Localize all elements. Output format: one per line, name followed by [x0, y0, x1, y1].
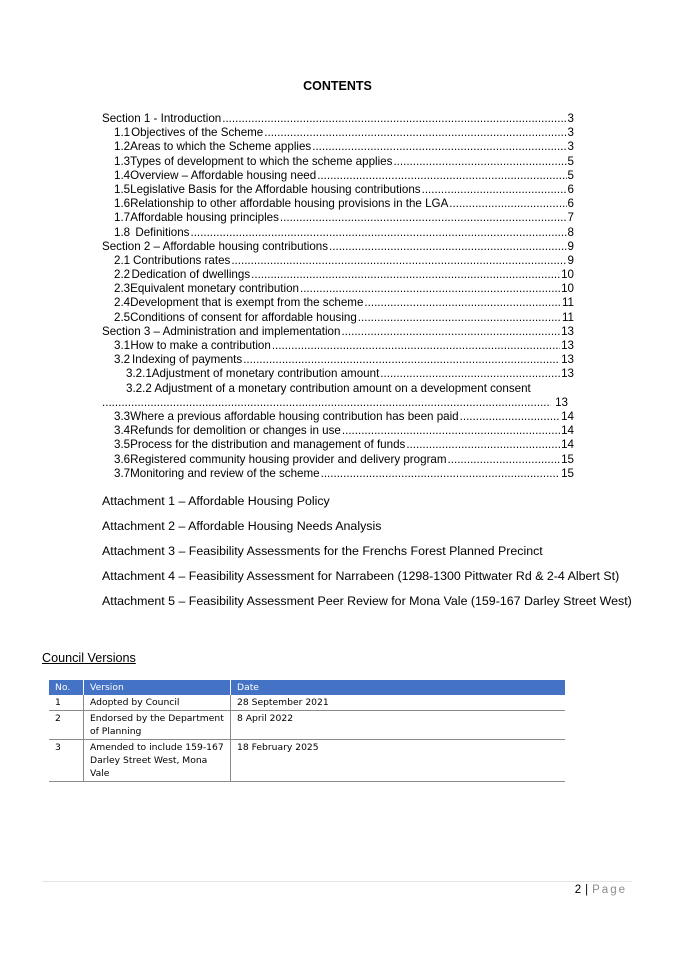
- toc-entry-text: Where a previous affordable housing contribution has been paid: [130, 409, 459, 423]
- toc-leader-dots: [341, 325, 560, 339]
- toc-entry-text: Legislative Basis for the Affordable housing contributions: [130, 182, 421, 196]
- toc-leader-dots: [329, 240, 567, 254]
- table-row: [49, 740, 565, 782]
- toc-entry[interactable]: [102, 353, 574, 367]
- toc-entry[interactable]: [102, 268, 574, 282]
- cell-no: 2: [49, 711, 84, 740]
- toc-entry-page: 14: [561, 409, 574, 423]
- toc-entry-number: 1.4: [114, 168, 131, 182]
- toc-entry-text: Definitions: [135, 225, 190, 239]
- toc-entry[interactable]: [102, 155, 574, 169]
- toc-entry-text: Indexing of payments: [131, 353, 243, 367]
- toc-entry[interactable]: [102, 453, 574, 467]
- toc-entry[interactable]: [102, 126, 574, 140]
- toc-entry-page: 8: [567, 225, 574, 239]
- cell-version: Endorsed by the Department of Planning: [84, 711, 231, 740]
- toc-entry[interactable]: [102, 169, 574, 183]
- toc-entry-page: 10: [561, 282, 574, 296]
- toc-entry-number: 3.1: [114, 339, 131, 352]
- cell-no: 1: [49, 695, 84, 711]
- toc-leader-dots: [222, 112, 566, 126]
- toc-entry[interactable]: [102, 282, 574, 296]
- toc-leader-dots: [300, 282, 560, 296]
- toc-entry[interactable]: [102, 410, 574, 424]
- toc-entry-text: 3.2.2 Adjustment of a monetary contribution amount on a development consent: [126, 381, 531, 395]
- toc-leader-dots: [264, 126, 566, 140]
- cell-version: Adopted by Council: [84, 695, 231, 711]
- toc-entry-page: 15: [561, 466, 574, 480]
- toc-entry-number: 3.2.1: [126, 367, 152, 381]
- toc-entry-3-2-2[interactable]: [102, 382, 574, 410]
- toc-leader-dots: [364, 296, 561, 310]
- toc-entry-page: 14: [561, 438, 574, 452]
- toc-leader-dots: [342, 424, 560, 438]
- toc-leader-dots: [190, 226, 566, 240]
- toc-entry-page: 3: [567, 112, 574, 125]
- toc-entry[interactable]: [102, 240, 574, 254]
- toc-entry-number: 1.7: [114, 211, 131, 225]
- toc-leader-dots: [448, 453, 561, 467]
- toc-entry-number: 2.2: [114, 268, 131, 282]
- toc-leader-dots: [317, 169, 566, 183]
- toc-entry-number: 1.1: [114, 126, 131, 140]
- toc-entry[interactable]: [102, 467, 574, 481]
- toc-entry-page: 13: [561, 324, 574, 338]
- toc-entry[interactable]: [102, 311, 574, 325]
- toc-entry[interactable]: [102, 325, 574, 339]
- toc-entry-page: 6: [567, 197, 574, 211]
- toc-leader-dots: [243, 353, 560, 367]
- toc-entry-text: Monitoring and review of the scheme: [130, 466, 320, 480]
- toc-entry[interactable]: [102, 254, 574, 268]
- toc-entry-page: 13: [555, 395, 568, 409]
- toc-entry-text: Section 2 – Affordable housing contributions: [102, 239, 329, 253]
- column-header-no: No.: [49, 680, 84, 695]
- toc-entry-text: Equivalent monetary contribution: [130, 282, 299, 296]
- toc-leader-dots: [449, 197, 566, 211]
- table-row: [49, 695, 565, 711]
- toc-entry-page: 13: [561, 353, 574, 367]
- toc-entry-page: 3: [567, 126, 574, 140]
- cell-date: 18 February 2025: [231, 740, 566, 782]
- toc-entry[interactable]: [102, 112, 574, 126]
- toc-entry-page: 14: [561, 424, 574, 438]
- toc-entry[interactable]: [102, 438, 574, 452]
- toc-entry-page: 13: [561, 339, 574, 352]
- toc-entry-text: Refunds for demolition or changes in use: [130, 424, 341, 438]
- toc-entry-number: 3.3: [114, 409, 131, 423]
- toc-leader-dots: [358, 311, 561, 325]
- toc-entry[interactable]: [102, 197, 574, 211]
- toc-entry[interactable]: [102, 140, 574, 154]
- toc-entry-page: 5: [567, 154, 574, 168]
- toc-entry-number: 3.7: [114, 466, 131, 480]
- toc-leader-dots: [460, 410, 560, 424]
- toc-entry[interactable]: [102, 339, 574, 353]
- toc-entry-number: 1.6: [114, 197, 131, 211]
- toc-entry[interactable]: [102, 424, 574, 438]
- attachment-item: Attachment 1 – Affordable Housing Policy: [102, 494, 330, 508]
- toc-entry-number: 3.6: [114, 452, 131, 466]
- toc-entry-number: 1.2: [114, 140, 131, 154]
- toc-leader-dots: [393, 155, 566, 169]
- toc-leader-dots: [312, 140, 566, 154]
- toc-entry-text: Overview – Affordable housing need: [130, 168, 317, 182]
- toc-entry[interactable]: [102, 226, 574, 240]
- toc-entry-text: Types of development to which the scheme applies: [130, 154, 393, 168]
- attachment-item: Attachment 5 – Feasibility Assessment Peer Review for Mona Vale (159-167 Darley Street West): [102, 594, 632, 608]
- toc-entry-text: Process for the distribution and management of funds: [130, 438, 406, 452]
- toc-leader-dots: [251, 268, 560, 282]
- attachment-item: Attachment 3 – Feasibility Assessments for the Frenchs Forest Planned Precinct: [102, 544, 543, 558]
- toc-entry-text: Relationship to other affordable housing provisions in the LGA: [130, 197, 449, 211]
- toc-entry-page: 11: [561, 296, 574, 310]
- page-label: Page: [592, 884, 627, 896]
- council-versions-table: [49, 680, 565, 782]
- toc-entry-number: 2.5: [114, 310, 131, 324]
- cell-version: Amended to include 159-167 Darley Street West, Mona Vale: [84, 740, 231, 782]
- cell-no: 3: [49, 740, 84, 782]
- toc-entry-text: How to make a contribution: [130, 339, 271, 352]
- cell-date: 8 April 2022: [231, 711, 566, 740]
- toc-entry[interactable]: [102, 211, 574, 225]
- toc-entry-page: 5: [567, 168, 574, 182]
- toc-entry-number: 2.1: [114, 253, 131, 267]
- toc-entry-number: 1.8: [114, 225, 131, 239]
- toc-leader-dots: [272, 339, 560, 353]
- toc-entry-number: 3.5: [114, 438, 131, 452]
- toc-entry-text: Affordable housing principles: [130, 211, 279, 225]
- table-row: [49, 711, 565, 740]
- toc-entry-page: 9: [567, 239, 574, 253]
- toc-entry-page: 13: [561, 367, 574, 381]
- toc-entry-number: 2.4: [114, 296, 131, 310]
- attachment-item: Attachment 4 – Feasibility Assessment for Narrabeen (1298-1300 Pittwater Rd & 2-4 Albert St): [102, 569, 620, 583]
- attachments-list: [102, 494, 632, 619]
- toc-entry-number: 1.3: [114, 154, 131, 168]
- column-header-version: Version: [84, 680, 231, 695]
- toc-entry-text: Development that is exempt from the scheme: [130, 296, 364, 310]
- toc-entry-page: 7: [567, 211, 574, 225]
- toc-entry-text: Section 1 - Introduction: [102, 112, 222, 125]
- cell-date: 28 September 2021: [231, 695, 566, 711]
- toc-entry-page: 11: [561, 310, 574, 324]
- toc-entry-page: 10: [561, 268, 574, 282]
- toc-leader-dots: [422, 183, 567, 197]
- column-header-date: Date: [231, 680, 566, 695]
- toc-entry-number: 3.2: [114, 353, 131, 367]
- toc-entry-page: 3: [567, 140, 574, 154]
- toc-entry[interactable]: [102, 367, 574, 381]
- toc-entry-text: Conditions of consent for affordable housing: [130, 310, 357, 324]
- council-versions-heading: Council Versions: [42, 651, 136, 665]
- toc-leader-dots: [321, 467, 561, 481]
- toc-entry-text: Adjustment of monetary contribution amount: [151, 367, 380, 381]
- footer-divider: [42, 881, 632, 882]
- page-number: 2: [574, 884, 582, 896]
- table-header-row: [49, 680, 565, 695]
- attachment-item: Attachment 2 – Affordable Housing Needs Analysis: [102, 519, 382, 533]
- contents-title: CONTENTS: [303, 79, 372, 93]
- toc-entry-text: Dedication of dwellings: [131, 268, 251, 282]
- toc-entry-text: Areas to which the Scheme applies: [130, 140, 312, 154]
- toc-leader-dots: [406, 438, 560, 452]
- toc-entry-text: Contributions rates: [133, 253, 231, 267]
- toc-entry-number: 3.4: [114, 424, 131, 438]
- toc-entry-page: 9: [567, 253, 574, 267]
- toc-entry[interactable]: [102, 296, 574, 310]
- toc-entry-page: 15: [561, 452, 574, 466]
- footer-separator: |: [585, 884, 589, 896]
- page-footer: [575, 884, 627, 896]
- table-of-contents: [102, 112, 574, 481]
- toc-entry-text: Objectives of the Scheme: [131, 126, 264, 140]
- toc-entry-text: Section 3 – Administration and implementation: [102, 324, 341, 338]
- toc-leader-dots: [380, 367, 560, 381]
- toc-entry-page: 6: [567, 182, 574, 196]
- toc-leader-dots: [280, 211, 567, 225]
- toc-entry-text: Registered community housing provider and delivery program: [130, 452, 447, 466]
- toc-entry-number: 2.3: [114, 282, 131, 296]
- toc-entry[interactable]: [102, 183, 574, 197]
- toc-entry-number: 1.5: [114, 182, 131, 196]
- toc-leader-dots: [102, 396, 551, 410]
- toc-leader-dots: [231, 254, 566, 268]
